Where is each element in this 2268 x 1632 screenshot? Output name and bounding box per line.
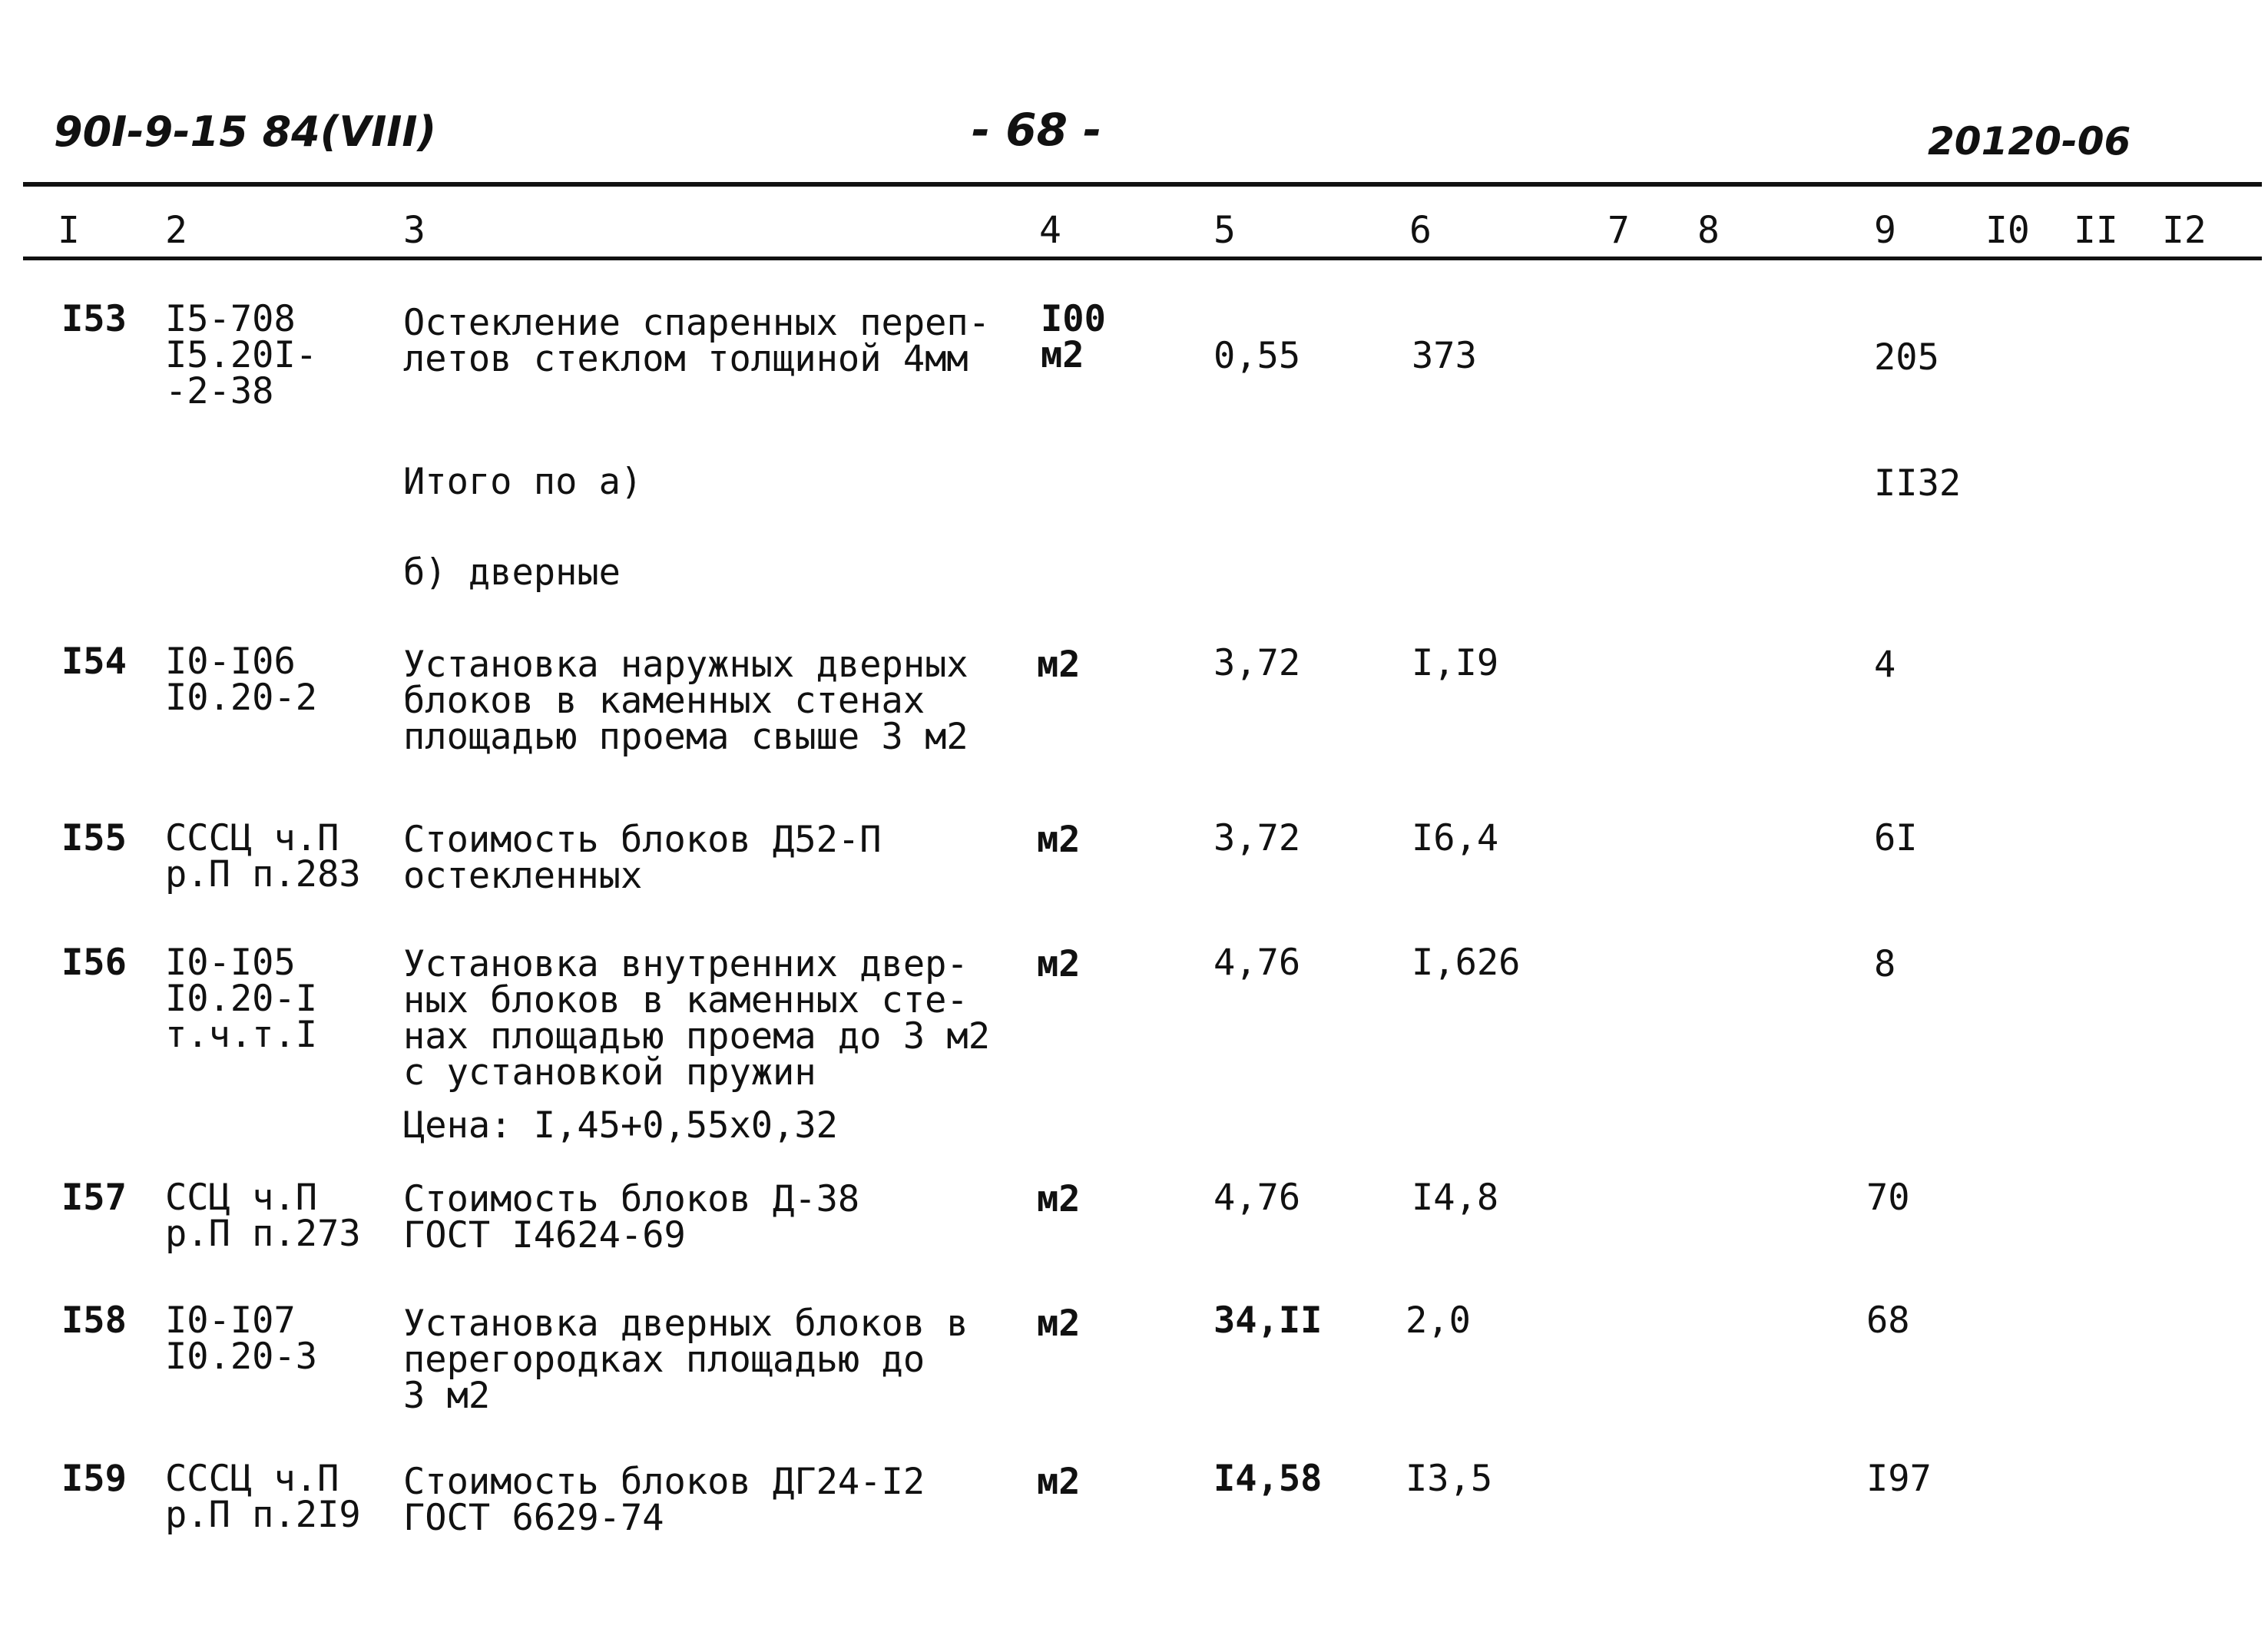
work-description: Установка дверных блоков в перегородках площадью до 3 м2 — [403, 1303, 968, 1417]
row-number: I58 — [61, 1299, 127, 1342]
table-top-rule — [23, 182, 2262, 187]
page-number: - 68 - — [972, 104, 1102, 156]
section-heading: б) дверные — [403, 551, 621, 594]
total-cost: 68 — [1866, 1299, 1910, 1342]
unit-price: 2,0 — [1405, 1299, 1471, 1342]
column-header: I0 — [1985, 209, 2030, 252]
column-header: 8 — [1697, 209, 1720, 252]
column-header: 9 — [1874, 209, 1896, 252]
quantity: 0,55 — [1213, 335, 1301, 377]
unit: м2 — [1037, 1461, 1081, 1503]
quantity: 3,72 — [1213, 642, 1301, 684]
work-description: Остекление спаренных переп- летов стеклом толщиной 4мм — [403, 302, 991, 380]
norm-code: СССЦ ч.П р.П п.2I9 — [165, 1458, 361, 1536]
unit-price: I,626 — [1412, 942, 1521, 984]
norm-code: I0-I06 I0.20-2 — [165, 641, 318, 719]
norm-code: I5-708 I5.20I- -2-38 — [165, 298, 318, 412]
unit: м2 — [1037, 943, 1081, 985]
unit: I00 м2 — [1041, 298, 1106, 376]
quantity: 3,72 — [1213, 817, 1301, 859]
total-cost: 4 — [1874, 644, 1896, 686]
unit-price: I4,8 — [1412, 1177, 1499, 1219]
quantity: 34,II — [1213, 1299, 1323, 1342]
column-header: II — [2074, 209, 2118, 252]
column-header: 4 — [1039, 209, 1061, 252]
price-note: Цена: I,45+0,55х0,32 — [403, 1104, 838, 1147]
work-description: Стоимость блоков Д-38 ГОСТ I4624-69 — [403, 1178, 860, 1256]
unit: м2 — [1037, 1303, 1081, 1345]
subtotal-value: II32 — [1874, 462, 1962, 505]
row-number: I59 — [61, 1458, 127, 1500]
unit-price: I6,4 — [1412, 817, 1499, 859]
unit-price: 373 — [1412, 335, 1477, 377]
table-header-rule — [23, 257, 2262, 260]
row-number: I54 — [61, 641, 127, 683]
total-cost: 70 — [1866, 1177, 1910, 1219]
work-description: Стоимость блоков Д52-П остекленных — [403, 819, 882, 897]
norm-code: СССЦ ч.П р.П п.283 — [165, 817, 361, 895]
row-number: I53 — [61, 298, 127, 340]
total-cost: 205 — [1874, 336, 1939, 379]
work-description: Установка внутренних двер- ных блоков в каменных сте- нах площадью проема до 3 м2 с установкой пружин — [403, 943, 991, 1094]
total-cost: I97 — [1866, 1458, 1932, 1500]
total-cost: 6I — [1874, 817, 1918, 859]
work-description: Стоимость блоков ДГ24-I2 ГОСТ 6629-74 — [403, 1461, 925, 1539]
column-header: 5 — [1213, 209, 1236, 252]
norm-code: I0-I05 I0.20-I т.ч.т.I — [165, 942, 318, 1056]
unit: м2 — [1037, 644, 1081, 686]
work-description: Установка наружных дверных блоков в каменных стенах площадью проема свыше 3 м2 — [403, 644, 968, 758]
column-header: 3 — [403, 209, 425, 252]
unit: м2 — [1037, 1178, 1081, 1220]
row-number: I55 — [61, 817, 127, 859]
norm-code: I0-I07 I0.20-3 — [165, 1299, 318, 1378]
column-header: 6 — [1409, 209, 1432, 252]
column-header: I — [58, 209, 80, 252]
document-code: 90I-9-15 84(VIII) — [54, 108, 437, 156]
row-number: I57 — [61, 1177, 127, 1219]
column-header: 2 — [165, 209, 187, 252]
album-code: 20120-06 — [1928, 119, 2131, 164]
column-header: I2 — [2162, 209, 2207, 252]
unit-price: I3,5 — [1405, 1458, 1493, 1500]
quantity: I4,58 — [1213, 1458, 1323, 1500]
norm-code: ССЦ ч.П р.П п.273 — [165, 1177, 361, 1255]
quantity: 4,76 — [1213, 1177, 1301, 1219]
column-header: 7 — [1607, 209, 1630, 252]
total-cost: 8 — [1874, 943, 1896, 985]
unit-price: I,I9 — [1412, 642, 1499, 684]
unit: м2 — [1037, 819, 1081, 861]
row-number: I56 — [61, 942, 127, 984]
subtotal-label: Итого по а) — [403, 461, 643, 503]
quantity: 4,76 — [1213, 942, 1301, 984]
